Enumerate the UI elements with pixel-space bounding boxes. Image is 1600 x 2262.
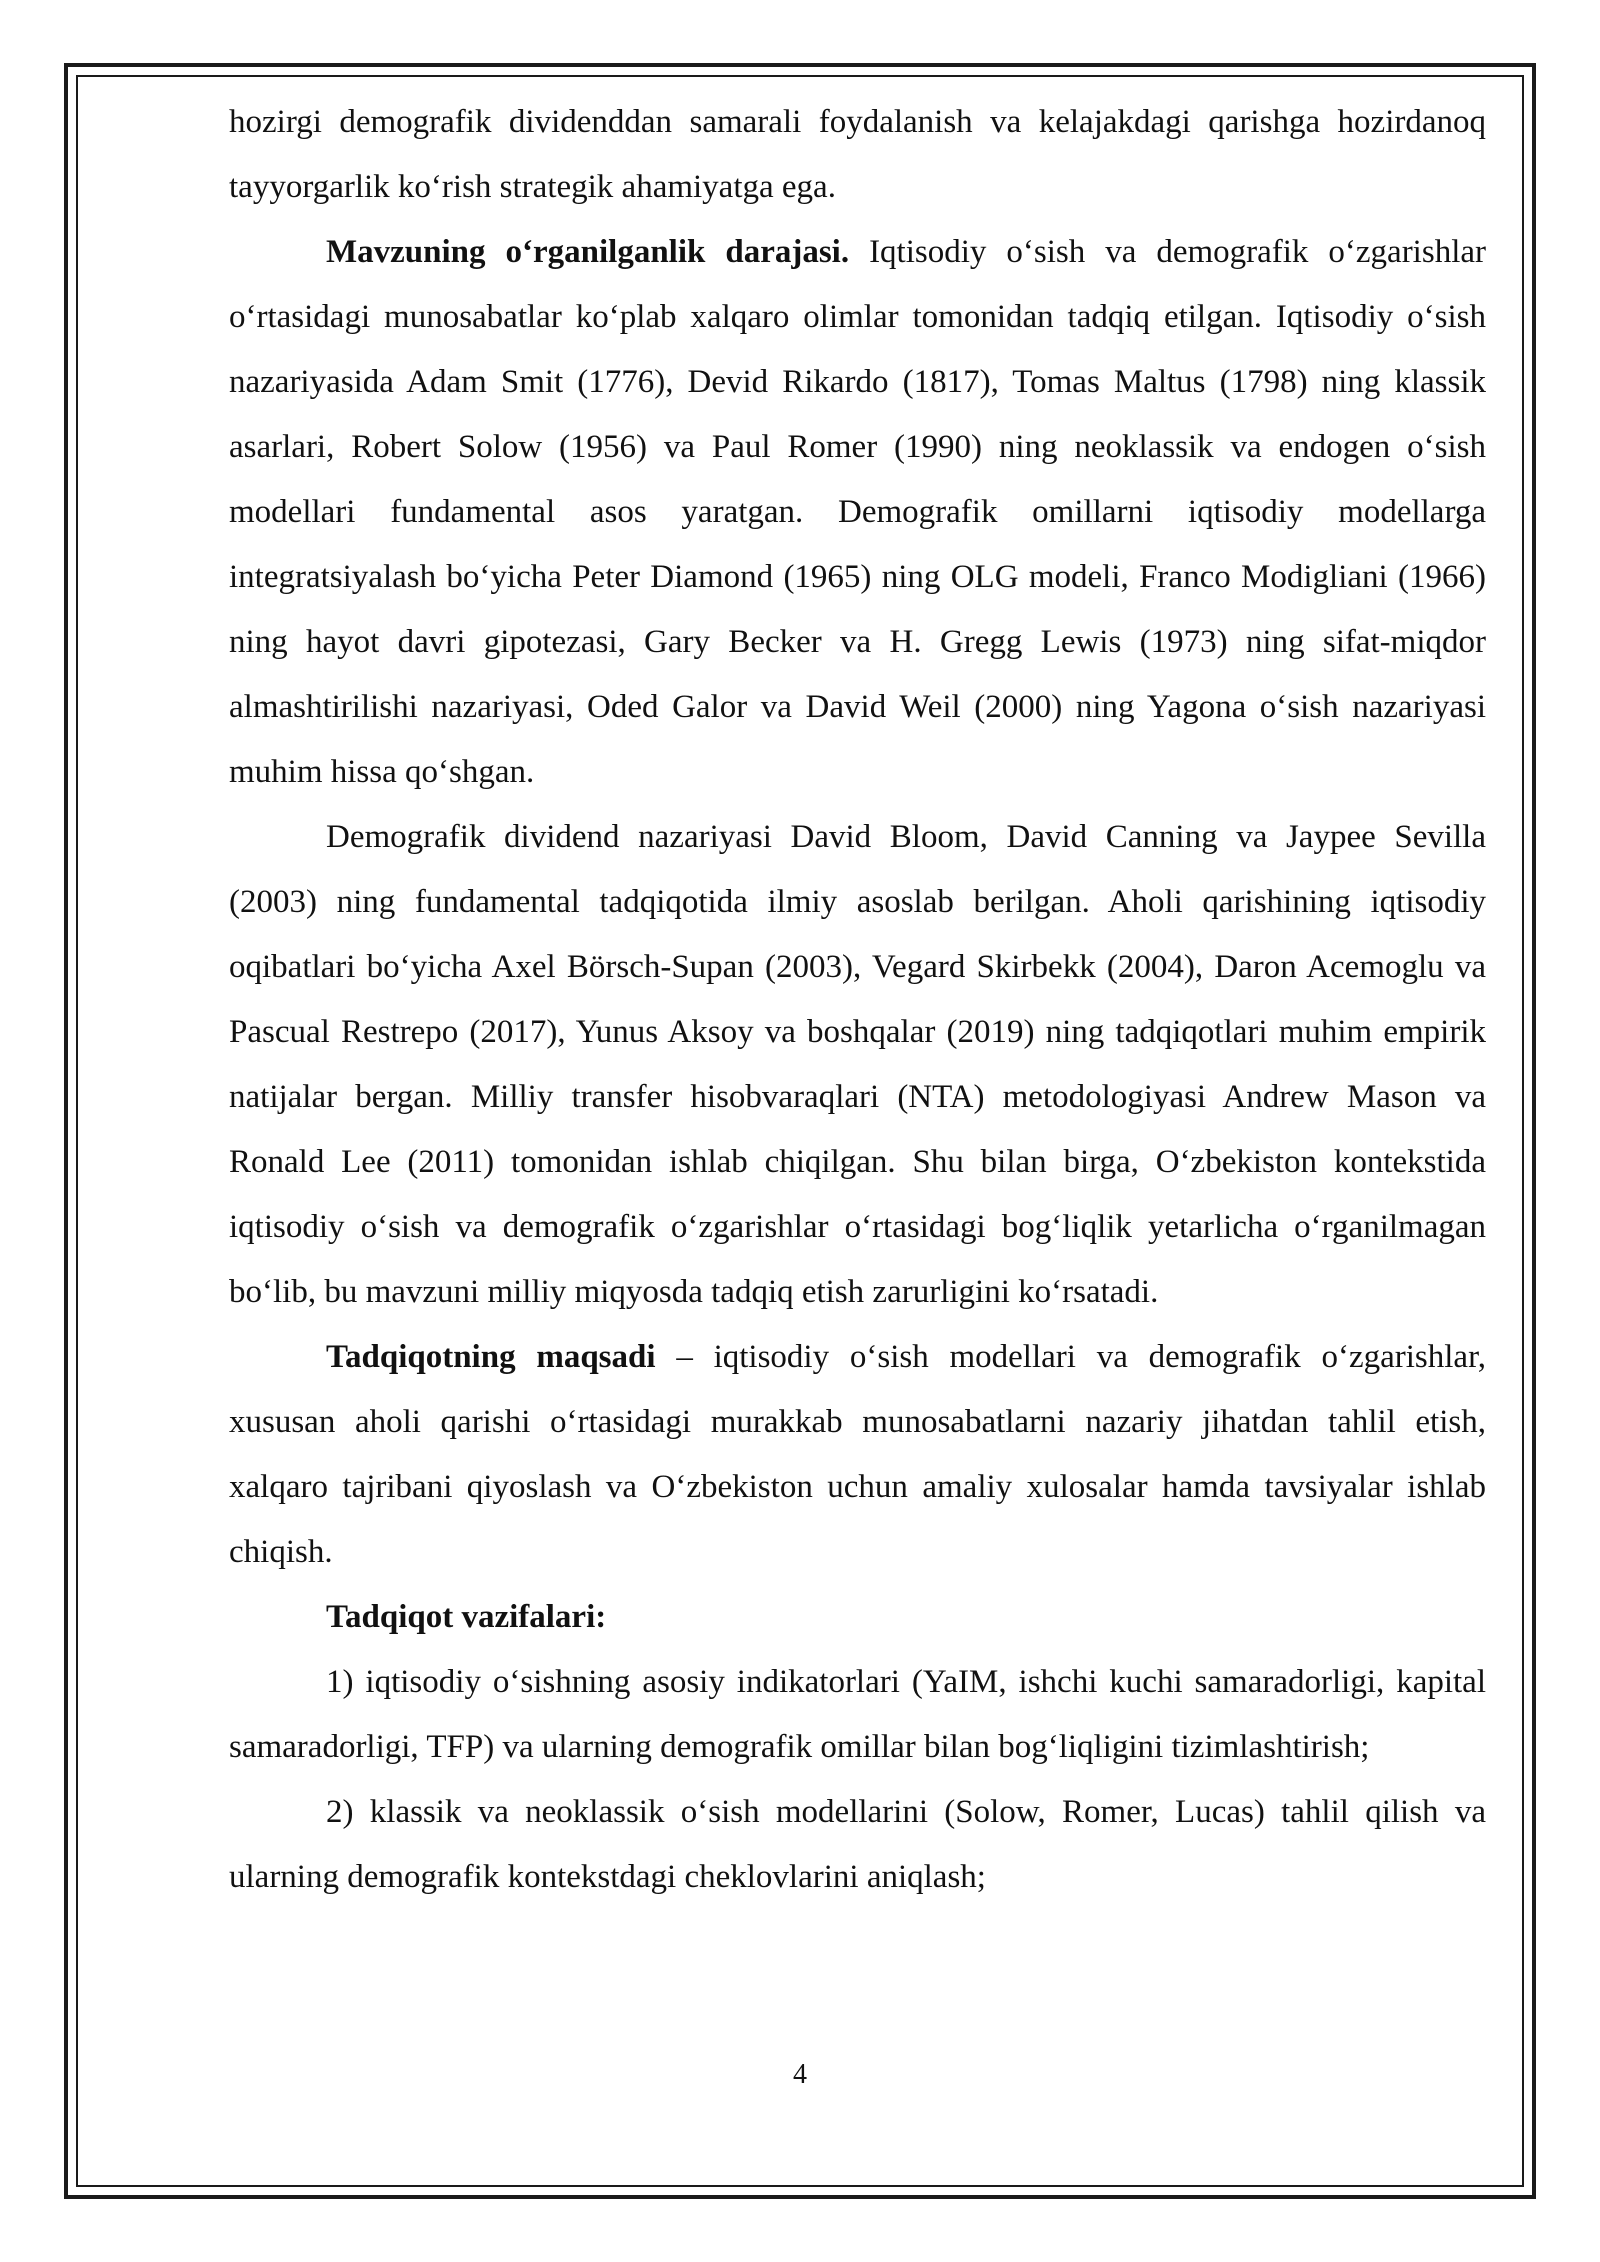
page-number: 4 [793, 2059, 807, 2090]
section-text-literature: Iqtisodiy oʻsish va demografik oʻzgarishlar oʻrtasidagi munosabatlar koʻplab xalqaro olimlar tomonidan tadqiq etilgan. Iqtisodiy oʻsish nazariyasida Adam Smit (1776), Devid Rikardo (1817), Tomas Maltus (1798) ning klassik asarlari, Robert Solow (1956) va Paul Romer (1990) ning neoklassik va endogen oʻsish modellari fundamental asos yaratgan. Demografik omillarni iqtisodiy modellarga integratsiyalash boʻyicha Peter Diamond (1965) ning OLG modeli, Franco Modigliani (1966) ning hayot davri gipotezasi, Gary Becker va H. Gregg Lewis (1973) ning sifat-miqdor almashtirilishi nazariyasi, Oded Galor va David Weil (2000) ning Yagona oʻsish nazariyasi muhim hissa qoʻshgan. [229, 234, 1486, 790]
section-heading-tasks: Tadqiqot vazifalari: [326, 1599, 607, 1635]
section-heading-goal: Tadqiqotning maqsadi [326, 1339, 656, 1375]
paragraph-demographic-dividend: Demografik dividend nazariyasi David Bloom, David Canning va Jaypee Sevilla (2003) ning fundamental tadqiqotida ilmiy asoslab berilgan. Aholi qarishining iqtisodiy oqibatlari boʻyicha Axel Börsch-Supan (2003), Vegard Skirbekk (2004), Daron Acemoglu va Pascual Restrepo (2017), Yunus Aksoy va boshqalar (2019) ning tadqiqotlari muhim empirik natijalar bergan. Milliy transfer hisobvaraqlari (NTA) metodologiyasi Andrew Mason va Ronald Lee (2011) tomonidan ishlab chiqilgan. Shu bilan birga, Oʻzbekiston kontekstida iqtisodiy oʻsish va demografik oʻzgarishlar oʻrtasidagi bogʻliqlik yetarlicha oʻrganilmagan boʻlib, bu mavzuni milliy miqyosda tadqiq etish zarurligini koʻrsatadi. [229, 819, 1486, 1310]
section-literature-review [229, 220, 1486, 805]
task-item-1: 1) iqtisodiy oʻsishning asosiy indikatorlari (YaIM, ishchi kuchi samaradorligi, kapital samaradorligi, TFP) va ularning demografik omillar bilan bogʻliqligini tizimlashtirish; [229, 1664, 1486, 1765]
page-content [229, 90, 1486, 1910]
section-text-goal: – iqtisodiy oʻsish modellari va demografik oʻzgarishlar, xususan aholi qarishi oʻrtasidagi murakkab munosabatlarni nazariy jihatdan tahlil etish, xalqaro tajribani qiyoslash va Oʻzbekiston uchun amaliy xulosalar hamda tavsiyalar ishlab chiqish. [229, 1339, 1486, 1570]
intro-paragraph-tail: hozirgi demografik dividenddan samarali foydalanish va kelajakdagi qarishga hozirdanoq tayyorgarlik koʻrish strategik ahamiyatga ega. [229, 104, 1486, 205]
section-heading-literature: Mavzuning oʻrganilganlik darajasi. [326, 234, 850, 270]
section-research-goal [229, 1325, 1486, 1585]
task-item-2: 2) klassik va neoklassik oʻsish modellarini (Solow, Romer, Lucas) tahlil qilish va ularning demografik kontekstdagi cheklovlarini aniqlash; [229, 1794, 1486, 1895]
